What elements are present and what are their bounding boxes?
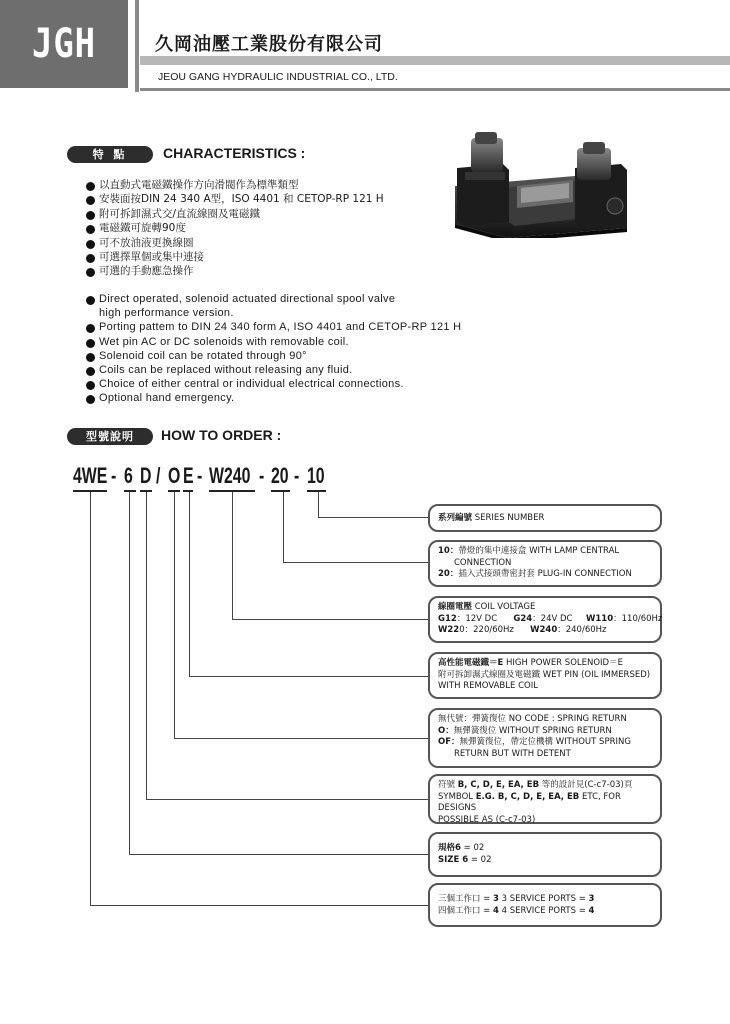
code-underline	[183, 490, 193, 492]
list-item: 可選擇單個或集中連接	[86, 250, 384, 264]
logo-block	[0, 0, 128, 88]
size-box: 規格6 = 02 SIZE 6 = 02	[428, 832, 662, 877]
characteristics-title: CHARACTERISTICS :	[163, 145, 306, 161]
code-segment-symbol: D	[140, 463, 152, 488]
characteristics-en-list	[86, 292, 461, 406]
list-item: Wet pin AC or DC solenoids with removable coil.	[86, 335, 461, 349]
connector-line	[232, 619, 428, 620]
connector-line	[318, 492, 319, 518]
how-to-order-title: HOW TO ORDER :	[161, 427, 282, 443]
code-segment-ports: 4WE	[73, 463, 108, 488]
list-item: Direct operated, solenoid actuated directional spool valve high performance version.	[86, 292, 461, 320]
connector-line	[232, 492, 233, 620]
connector-line	[129, 854, 428, 855]
spring-return-box: 無代號：彈簧復位 NO CODE : SPRING RETURN O：無彈簧復位 WITHOUT SPRING RETURN OF：無彈簧復位，帶定位機構 WITHOUT SPRING RETURN BUT WITH DETENT	[428, 708, 662, 768]
code-segment-voltage: W240	[209, 463, 251, 488]
header-bar	[140, 56, 730, 65]
how-to-order-badge: 型號說明	[67, 428, 153, 445]
connector-line	[90, 492, 91, 906]
connector-line	[129, 492, 130, 855]
code-segment-series: 10	[307, 463, 325, 488]
coil-voltage-box: 線圈電壓 COIL VOLTAGE G12：12V DC G24：24V DC W110：110/60Hz W220：220/60Hz W240：240/60Hz	[428, 596, 662, 643]
code-dash: -	[197, 463, 203, 488]
list-item: Choice of either central or individual electrical connections.	[86, 377, 461, 391]
header-rule	[140, 88, 730, 91]
header-divider	[135, 0, 139, 92]
list-item: Coils can be replaced without releasing any fluid.	[86, 363, 461, 377]
connector-line	[146, 799, 428, 800]
list-item: Porting pattem to DIN 24 340 form A, ISO 4401 and CETOP-RP 121 H	[86, 320, 461, 334]
characteristics-badge: 特 點	[67, 146, 153, 163]
code-segment-spring: O	[168, 463, 181, 488]
list-item: Optional hand emergency.	[86, 391, 461, 405]
connector-line	[174, 492, 175, 739]
company-name-en: JEOU GANG HYDRAULIC INDUSTRIAL CO., LTD.	[158, 71, 398, 83]
connector-line	[189, 492, 190, 677]
company-name-cn: 久岡油壓工業股份有限公司	[155, 34, 383, 55]
symbol-box: 符號 B, C, D, E, EA, EB 等的設計見(C-c7-03)頁 SYMBOL E.G. B, C, D, E, EA, EB ETC, FOR DESIGNS POSSIBLE AS (C-c7-03)	[428, 774, 662, 824]
company-logo: JGH	[32, 21, 96, 67]
code-dash: -	[259, 463, 265, 488]
list-item: 以直動式電磁鐵操作方向滑閥作為標準類型	[86, 178, 384, 192]
connector-line	[283, 492, 284, 563]
code-underline	[271, 490, 290, 492]
code-underline	[124, 490, 136, 492]
list-item: 可選的手動應急操作	[86, 264, 384, 278]
connector-line	[146, 492, 147, 800]
service-ports-box: 三個工作口 = 3 3 SERVICE PORTS = 3 四個工作口 = 4 4 SERVICE PORTS = 4	[428, 883, 662, 927]
code-segment-solenoid: E	[183, 463, 194, 488]
list-item: 可不放油液更換線圈	[86, 236, 384, 250]
code-slash: /	[156, 463, 161, 488]
code-dash: -	[294, 463, 300, 488]
connector-line	[174, 738, 428, 739]
connection-box: 10：帶燈的集中連接盒 WITH LAMP CENTRAL CONNECTION 20：插入式接頭帶密封套 PLUG-IN CONNECTION	[428, 540, 662, 587]
code-segment-size: 6	[124, 463, 133, 488]
list-item: 電磁鐵可旋轉90度	[86, 221, 384, 235]
characteristics-cn-list	[86, 178, 384, 279]
list-item: Solenoid coil can be rotated through 90°	[86, 349, 461, 363]
connector-line	[189, 676, 428, 677]
code-segment-connection: 20	[271, 463, 289, 488]
solenoid-box: 高性能電磁鐵＝E HIGH POWER SOLENOID＝E 附可拆卸濕式線圈及電磁鐵 WET PIN (OIL IMMERSED) WITH REMOVABLE COIL	[428, 652, 662, 699]
code-underline	[307, 490, 326, 492]
code-dash: -	[111, 463, 117, 488]
connector-line	[283, 562, 428, 563]
valve-product-image	[445, 128, 635, 238]
connector-line	[318, 517, 428, 518]
list-item: 安裝面按DIN 24 340 A型，ISO 4401 和 CETOP-RP 121 H	[86, 192, 384, 206]
list-item: 附可拆卸濕式交/直流線圈及電磁鐵	[86, 207, 384, 221]
series-number-box: 系列編號 SERIES NUMBER	[428, 504, 662, 532]
connector-line	[90, 905, 428, 906]
